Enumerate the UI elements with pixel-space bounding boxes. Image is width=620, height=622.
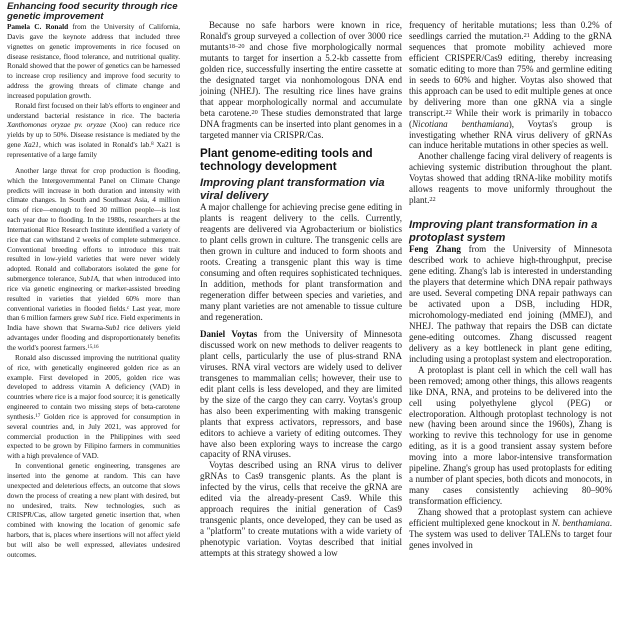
text: These studies demonstrated that large DNA fragments can be inserted into plant genomes in a targeted manner via CRISPR/Cas. xyxy=(200,107,402,140)
paragraph-golden-rice xyxy=(7,353,180,461)
subheading-protoplast: Improving plant transformation in a protoplast system xyxy=(409,219,598,244)
speaker-name: Pamela C. Ronald xyxy=(7,22,69,31)
text: rice. Field experiments in India have shown that Swarna- xyxy=(7,313,180,333)
text: and chose five morphologically normal mutants to target for insertion a 5.2-kb cassette from golden rice, successfully inserting the entire cassette at the designated target via nonhomologous DNA end joining (NHEJ). The resulting rice lines have grains that appear morphologically normal and accumulate beta carotene. xyxy=(200,41,402,118)
paragraph-bacterial-resistance xyxy=(7,101,180,160)
paragraph-rna-virus: Voytas described using an RNA virus to deliver gRNAs to Cas9 transgenic plants. As the plant is infected by the virus, cells that receive the gRNA are edited via the already-present Cas9. While this approach requires the initial generation of Cas9 transgenic plants, once developed, they can be used as a "platform" to create mutations with a wide variety of phenotypic variation. Voytas described that initial attempts at this strategy showed a low xyxy=(200,460,402,559)
subheading-rice-food-security: Enhancing food security through rice genetic improvement xyxy=(7,1,178,22)
text: ), Voytas's group is investigating whether RNA virus delivery of gRNAs can induce heritable mutations in other species as well. xyxy=(409,118,613,151)
text: Golden rice is approved for consumption in several countries and, in July 2021, was approved for commercial production in the Philippines with seed expected to be grown by Filipino farmers in communities with a high prevalence of VAD. xyxy=(7,411,180,461)
text: While their work is primarily in tobacco ( xyxy=(409,107,612,129)
text: Because no safe harbors were known in rice, Ronald's group surveyed a collection of over 3000 rice mutants xyxy=(200,20,402,52)
column-3 xyxy=(409,20,612,551)
speaker-name: Feng Zhang xyxy=(409,244,461,255)
gene-name: Sub1A xyxy=(79,274,99,284)
text: rice delivers yield advantages under flooding and disproportionately benefits the world's poorest farmers. xyxy=(7,323,180,352)
subheading-block xyxy=(409,219,612,244)
speaker-name: Daniel Voytas xyxy=(200,328,258,339)
variety-name: Sub1 xyxy=(105,323,120,333)
paragraph-multiplexed-knockout xyxy=(409,507,612,551)
paragraph-conventional-engineering: In conventional genetic engineering, transgenes are inserted into the genome at random. This can have unexpected and deleterious effects, an outcome that slows down the process of creating a new plant with desired, but no undesired, traits. New technologies, such as CRISPR/Cas, allow targeted genetic insertion that, when combined with knowing the location of genomic safe harbors, that is, places where insertions will not affect yield but will also be well expressed, alleviates undesired outcomes. xyxy=(7,461,180,559)
reference-superscript: 20 xyxy=(251,108,258,116)
reference-superscript: 8 xyxy=(151,141,154,148)
paragraph-zhang-intro xyxy=(409,244,612,364)
text: Xa21 is representative of a large family xyxy=(7,140,181,159)
paragraph-systemic-distribution xyxy=(409,151,612,206)
paragraph-safe-harbors xyxy=(200,20,402,140)
paragraph-flooding xyxy=(7,166,180,353)
text: Another challenge facing viral delivery of reagents is achieving systemic distribution throughout the plant. Voytas showed that adding tRNA-like mobility motifs allows reagents to move uniformly throughout the plant. xyxy=(409,151,612,206)
text: Ronald first focused on their lab's efforts to engineer and understand bacterial resistance in rice. The bacteria xyxy=(7,100,180,120)
reference-superscript: 15,16 xyxy=(87,344,99,351)
species-name: N. benthamiana xyxy=(551,518,610,529)
text: Another large threat for crop production is flooding, which the Intergovernmental Panel on Climate Change predicts will increase in both duration and intensity with climate changes. In South and Southeast Asia, 4 million tons of rice—enough to feed 30 million people—is lost each year due to flooding. In the 1980s, researchers at the International Rice Research Institute identified a variety of rice that can withstand 2 weeks of complete submergence. Conventional breeding efforts to introduce this trait resulted in low-yield varieties that were never widely adopted. Ronald and collaborators isolated the gene for submergence tolerance, xyxy=(7,165,180,284)
text: Zhang showed that a protoplast system can achieve efficient multiplexed gene knockout in xyxy=(409,507,612,529)
paragraph-voytas-intro xyxy=(200,329,402,460)
reference-superscript: c xyxy=(126,304,130,311)
reference-superscript: 22 xyxy=(445,108,452,116)
paragraph-text: from the University of Minnesota described work to achieve high-throughput, precise gene editing. Zhang's lab is interested in understanding the players that determine which DNA repair pathways are used. Several competing DNA repair pathways can be activated upon a DSB, including HDR, microhomology-mediated end joining (MMEJ), and NHEJ. The pathway that repairs the DSB can dictate gene-editing outcomes. Zhang discussed reagent delivery as a key bottleneck in plant gene editing, including using a protoplast system and electroporation. xyxy=(409,244,612,364)
text: Adding to the gRNA sequences that promote mobility achieved more efficient CRISPER/Cas9 editing, thereby increasing somatic editing to more than 75% and germline editing in seeds to 60% and higher. Voytas also showed that this approach can be used to edit multiple genes at once by delivering more than one gRNA via a single transcript. xyxy=(409,30,613,118)
text: Ronald also discussed improving the nutritional quality of rice, with genetically engineered golden rice as an example. First developed in 2005, golden rice was developed to address vitamin A deficiency (VAD) in countries where rice is a major food source; it is genetically engineered to contain two missing steps of beta-carotene synthesis. xyxy=(7,352,180,421)
text: , that when introduced into rice via genetic engineering or marker-assisted breeding resulted in varieties that yielded 60% more than conventional varieties in flooded fields. xyxy=(7,274,180,313)
reference-superscript: 18–20 xyxy=(228,42,245,50)
paragraph-text: from the University of California, Davis gave the keynote address that included three vignettes on genetic improvements in rice focused on disease resistance, flood tolerance, and nutritional quality. Ronald showed that the power of genetics can be harnessed to increase crop resiliency and improve food security to address the growing threats of climate change and increased population growth. xyxy=(7,22,180,100)
text: . The system was used to deliver TALENs to target four genes involved in xyxy=(409,518,612,550)
text: , which was isolated in Ronald's lab. xyxy=(38,140,152,150)
reference-superscript: 22 xyxy=(429,196,436,204)
paragraph-reagent-delivery: A major challenge for achieving precise gene editing in plants is reagent delivery to the cells. Currently, reagents are delivered via Agrobacterium or biolistics to plant cells grown in culture. The transgenic cells are then grown in culture and induced to form shoots and roots. Creating a transgenic plant this way is time consuming and often requires sophisticated techniques. In addition, methods for plant transformation and regeneration differ between species and varieties, and many plant varieties are not amenable to tissue culture and regeneration. xyxy=(200,202,402,323)
paragraph-text: from the University of Minnesota discussed work on new methods to deliver reagents to plant cells, particularly the use of plus-strand RNA viruses. RNA viral vectors are widely used to deliver transgenes to mammalian cells; however, their use to edit plant cells is less developed, and they are limited by the size of the cargo they can carry. Voytas's group has also been experimenting with making transgenic plants that express activators, repressors, and base editors to achieve a variety of editing outcomes. They have also been exploring ways to increase the cargo capacity of RNA viruses. xyxy=(200,328,402,460)
variety-name: Sub1 xyxy=(89,313,105,323)
gene-name: Xa21 xyxy=(23,140,39,150)
section-heading: Plant genome-editing tools and technology development xyxy=(200,147,373,173)
paragraph-ronald-intro xyxy=(7,22,180,101)
text: Last year, more than 6 million farmers grew xyxy=(7,303,180,323)
paragraph-protoplast-definition: A protoplast is plant cell in which the cell wall has been removed; among other things, this allows reagents like DNA, RNA, and proteins to be delivered into the cell using polyethylene glycol (PEG) or electroporation. Although protoplast technology is not new (having been around since the 1960s), Zhang is working to revive this technology for use in genome editing, as it is a good transient assay system before moving into a more labor-intensive transformation pipeline. Zhang's group has used protoplasts for editing a number of plant species, both dicots and monocots, in many cases consistently achieving 80–90% transformation efficiency. xyxy=(409,364,612,507)
column-1 xyxy=(7,2,180,560)
text: frequency of heritable mutations; less than 0.2% of seedlings carried the mutation. xyxy=(409,20,612,41)
subheading-viral-delivery: Improving plant transformation via viral delivery xyxy=(200,177,385,202)
paragraph-heritable-mutations xyxy=(409,20,612,151)
column-2 xyxy=(200,20,402,559)
species-name: Nicotiana benthamiana xyxy=(412,118,509,129)
species-name: Xanthomonas oryzae pv. oryzae xyxy=(7,120,106,130)
reference-superscript: 17 xyxy=(35,413,41,420)
reference-superscript: 21 xyxy=(523,31,530,39)
text: (Xoo) can reduce rice yields by up to 50%. Disease resistance is mediated by the gene xyxy=(7,120,180,150)
